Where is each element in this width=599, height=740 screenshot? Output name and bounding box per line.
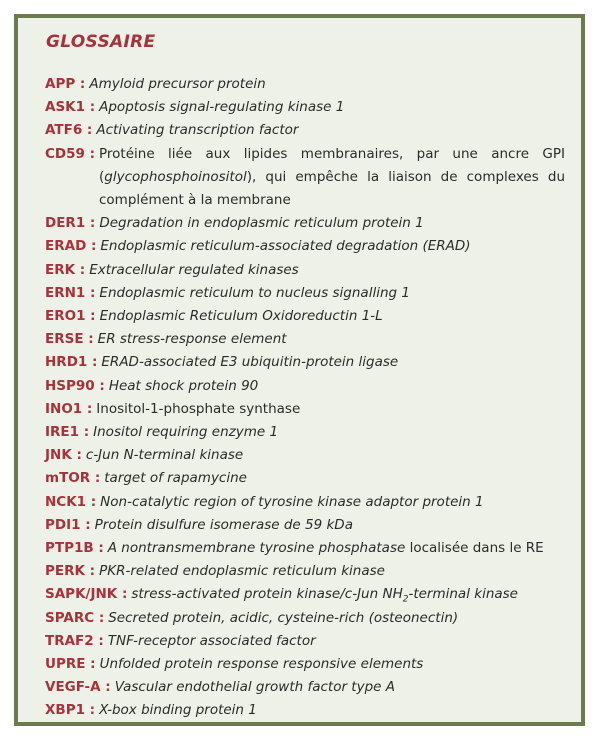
glossary-entry-der1 bbox=[45, 212, 565, 235]
glossary-definition-part: -terminal kinase bbox=[408, 586, 518, 603]
glossary-term: XBP1 : bbox=[45, 702, 96, 719]
glossary-entry-upre bbox=[45, 653, 565, 676]
glossary-entry-erse bbox=[45, 328, 565, 351]
glossary-definition-part: ), qui empêche la liaison de complexes du complément à la membrane bbox=[99, 168, 565, 209]
glossary-term: mTOR : bbox=[45, 470, 101, 487]
glossary-term: JNK : bbox=[45, 447, 82, 464]
glossary-entry-cd59 bbox=[45, 143, 565, 213]
glossary-definition: Endoplasmic reticulum-associated degradation (ERAD) bbox=[100, 238, 471, 255]
glossary-entry-ptp1b bbox=[45, 537, 565, 560]
glossary-definition: PKR-related endoplasmic reticulum kinase bbox=[99, 563, 385, 580]
glossary-definition: Heat shock protein 90 bbox=[108, 377, 259, 394]
glossary-term: UPRE : bbox=[45, 656, 96, 673]
glossary-entry-sparc bbox=[45, 607, 565, 630]
glossary-term: SAPK/JNK : bbox=[45, 586, 128, 603]
glossary-definition: Non-catalytic region of tyrosine kinase adaptor protein 1 bbox=[100, 493, 484, 510]
glossary-entry-hsp90 bbox=[45, 375, 565, 398]
glossary-definition: ERAD-associated E3 ubiquitin-protein ligase bbox=[101, 354, 399, 371]
glossary-entry-jnk bbox=[45, 444, 565, 467]
glossary-definition-part: localisée dans le RE bbox=[405, 540, 544, 557]
glossary-term: PERK : bbox=[45, 563, 96, 580]
glossary-entry-erk bbox=[45, 259, 565, 282]
glossary-definition: TNF-receptor associated factor bbox=[107, 632, 316, 649]
glossary-term: CD59 : bbox=[45, 145, 95, 162]
glossary-term: ERSE : bbox=[45, 331, 94, 348]
glossary-list bbox=[45, 73, 565, 723]
glossary-definition: Inositol-1-phosphate synthase bbox=[96, 400, 301, 417]
glossary-definition: Inositol requiring enzyme 1 bbox=[93, 424, 279, 441]
glossary-term: DER1 : bbox=[45, 215, 96, 232]
glossary-entry-nck1 bbox=[45, 491, 565, 514]
glossary-definition: Activating transcription factor bbox=[96, 122, 299, 139]
glossary-definition: X-box binding protein 1 bbox=[99, 702, 257, 719]
glossary-term: ERK : bbox=[45, 261, 86, 278]
glossary-entry-ern1 bbox=[45, 282, 565, 305]
glossary-definition: Protein disulfure isomerase de 59 kDa bbox=[94, 516, 353, 533]
glossary-definition: Amyloid precursor protein bbox=[89, 76, 266, 92]
glossary-definition: ER stress-response element bbox=[97, 331, 287, 348]
glossary-definition: Endoplasmic reticulum to nucleus signalling 1 bbox=[99, 284, 410, 301]
glossary-entry-atf6 bbox=[45, 119, 565, 142]
glossary-term: INO1 : bbox=[45, 400, 93, 417]
glossary-definition bbox=[99, 143, 565, 213]
glossary-definition: target of rapamycine bbox=[104, 470, 247, 487]
glossary-definition: Unfolded protein response responsive elements bbox=[99, 656, 424, 673]
glossary-entry-pdi1 bbox=[45, 514, 565, 537]
glossary-definition: Vascular endothelial growth factor type A bbox=[114, 679, 395, 696]
glossary-term: ASK1 : bbox=[45, 99, 96, 116]
glossary-term: SPARC : bbox=[45, 609, 105, 626]
glossary-term: ERAD : bbox=[45, 238, 97, 255]
glossary-title: GLOSSAIRE bbox=[46, 32, 156, 52]
glossary-definition bbox=[108, 537, 565, 560]
glossary-entry-ask1 bbox=[45, 96, 565, 119]
glossary-entry-app bbox=[45, 73, 565, 96]
glossary-entry-sapk-jnk bbox=[45, 583, 565, 606]
glossary-term: TRAF2 : bbox=[45, 632, 104, 649]
glossary-entry-perk bbox=[45, 560, 565, 583]
glossary-entry-mtor bbox=[45, 467, 565, 490]
glossary-term: VEGF-A : bbox=[45, 679, 111, 696]
glossary-entry-ire1 bbox=[45, 421, 565, 444]
glossary-entry-erad bbox=[45, 235, 565, 258]
glossary-term: ATF6 : bbox=[45, 122, 93, 139]
glossary-term: PDI1 : bbox=[45, 516, 91, 533]
glossary-definition-part: stress-activated protein kinase/c-Jun NH bbox=[131, 586, 403, 603]
glossary-panel bbox=[14, 14, 585, 726]
glossary-definition: Apoptosis signal-regulating kinase 1 bbox=[99, 99, 345, 116]
glossary-definition-part: Protéine liée aux lipides membranaires, par une ancre GPI ( bbox=[99, 145, 565, 185]
glossary-definition-subscript: 2 bbox=[402, 595, 409, 606]
glossary-term: APP : bbox=[45, 76, 86, 92]
glossary-definition: Degradation in endoplasmic reticulum protein 1 bbox=[99, 215, 424, 232]
glossary-definition-part: A nontransmembrane tyrosine phosphatase bbox=[107, 540, 406, 557]
glossary-term: HRD1 : bbox=[45, 354, 98, 371]
glossary-term: HSP90 : bbox=[45, 377, 105, 394]
glossary-definition-italic: glycophosphoinositol bbox=[104, 168, 247, 185]
glossary-definition: c-Jun N-terminal kinase bbox=[85, 447, 244, 464]
glossary-term: ERN1 : bbox=[45, 284, 96, 301]
glossary-entry-hrd1 bbox=[45, 351, 565, 374]
glossary-term: IRE1 : bbox=[45, 424, 90, 441]
glossary-term: PTP1B : bbox=[45, 540, 104, 557]
glossary-definition bbox=[131, 583, 565, 606]
glossary-term: ERO1 : bbox=[45, 308, 96, 325]
glossary-entry-ino1 bbox=[45, 398, 565, 421]
glossary-definition: Endoplasmic Reticulum Oxidoreductin 1-L bbox=[99, 308, 383, 325]
glossary-term: NCK1 : bbox=[45, 493, 97, 510]
glossary-entry-ero1 bbox=[45, 305, 565, 328]
glossary-entry-traf2 bbox=[45, 630, 565, 653]
glossary-definition: Secreted protein, acidic, cysteine-rich (osteonectin) bbox=[108, 609, 459, 626]
glossary-entry-xbp1 bbox=[45, 699, 565, 722]
glossary-entry-vegf-a bbox=[45, 676, 565, 699]
glossary-definition: Extracellular regulated kinases bbox=[89, 261, 299, 278]
